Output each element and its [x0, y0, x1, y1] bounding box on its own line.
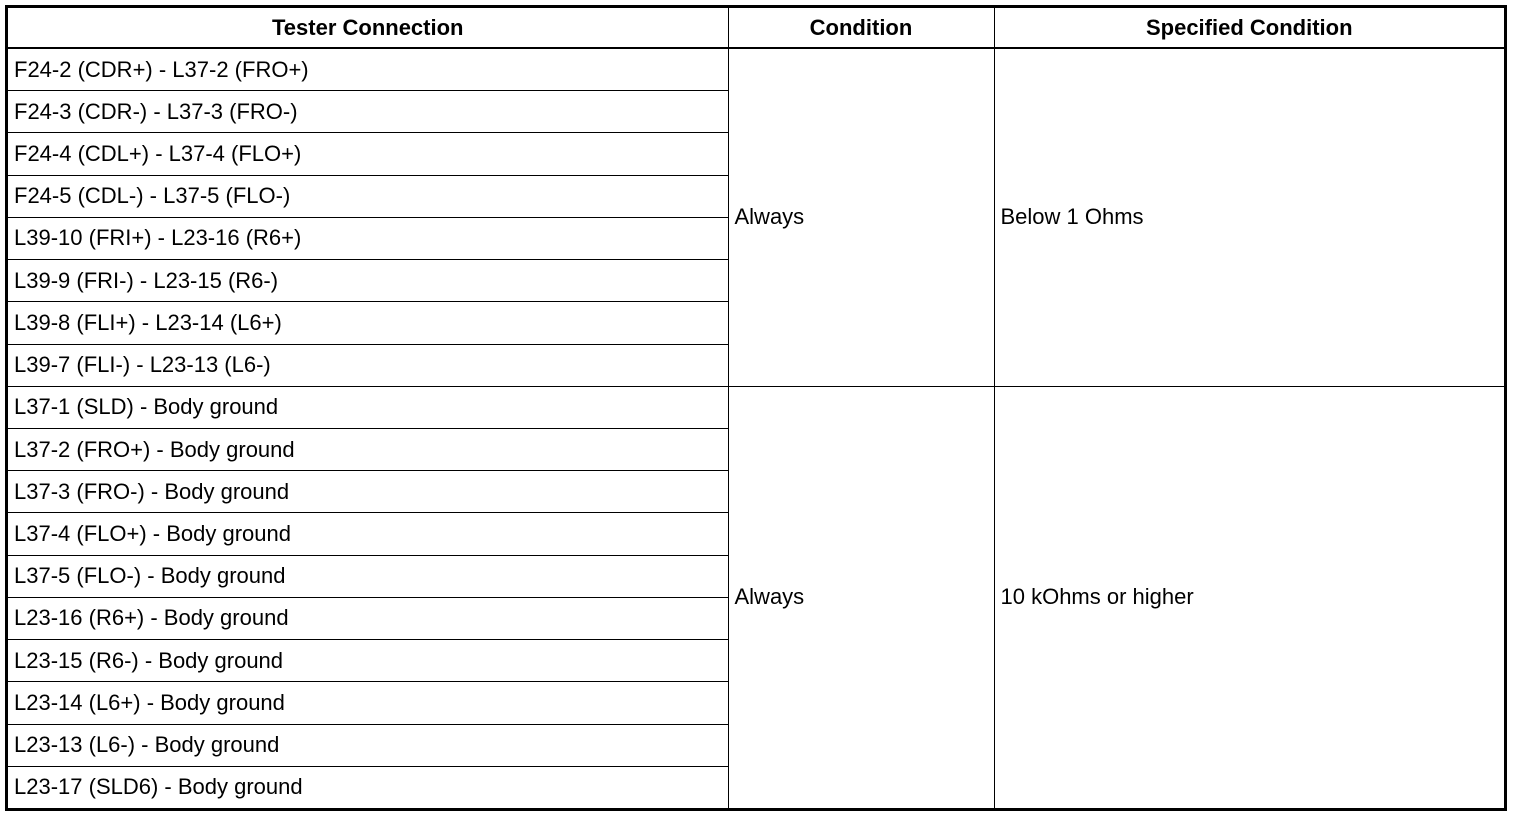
tester-connection-cell: L37-2 (FRO+) - Body ground [8, 428, 728, 470]
specified-condition-cell: Below 1 Ohms [994, 48, 1504, 386]
tester-connection-cell: L37-5 (FLO-) - Body ground [8, 555, 728, 597]
tester-connection-cell: L23-17 (SLD6) - Body ground [8, 766, 728, 808]
header-row [8, 8, 1504, 48]
tester-connection-cell: L39-8 (FLI+) - L23-14 (L6+) [8, 302, 728, 344]
header-condition: Condition [728, 8, 994, 48]
tester-connection-cell: F24-4 (CDL+) - L37-4 (FLO+) [8, 133, 728, 175]
tester-connection-cell: L23-15 (R6-) - Body ground [8, 640, 728, 682]
tester-connection-cell: L23-16 (R6+) - Body ground [8, 597, 728, 639]
tester-connection-cell: L37-1 (SLD) - Body ground [8, 386, 728, 428]
header-specified-condition: Specified Condition [994, 8, 1504, 48]
tester-connection-cell: L23-13 (L6-) - Body ground [8, 724, 728, 766]
tester-connection-cell: F24-2 (CDR+) - L37-2 (FRO+) [8, 48, 728, 91]
table-body [8, 48, 1504, 808]
table-row [8, 48, 1504, 91]
condition-cell: Always [728, 386, 994, 808]
condition-cell: Always [728, 48, 994, 386]
table-row [8, 386, 1504, 428]
spec-table-container [5, 5, 1507, 811]
specified-condition-cell: 10 kOhms or higher [994, 386, 1504, 808]
tester-connection-cell: L37-4 (FLO+) - Body ground [8, 513, 728, 555]
tester-connection-cell: L39-7 (FLI-) - L23-13 (L6-) [8, 344, 728, 386]
tester-connection-cell: L39-10 (FRI+) - L23-16 (R6+) [8, 217, 728, 259]
tester-connection-cell: F24-3 (CDR-) - L37-3 (FRO-) [8, 91, 728, 133]
tester-connection-cell: F24-5 (CDL-) - L37-5 (FLO-) [8, 175, 728, 217]
spec-table [8, 8, 1504, 808]
tester-connection-cell: L39-9 (FRI-) - L23-15 (R6-) [8, 260, 728, 302]
table-header [8, 8, 1504, 48]
tester-connection-cell: L37-3 (FRO-) - Body ground [8, 471, 728, 513]
tester-connection-cell: L23-14 (L6+) - Body ground [8, 682, 728, 724]
header-tester-connection: Tester Connection [8, 8, 728, 48]
